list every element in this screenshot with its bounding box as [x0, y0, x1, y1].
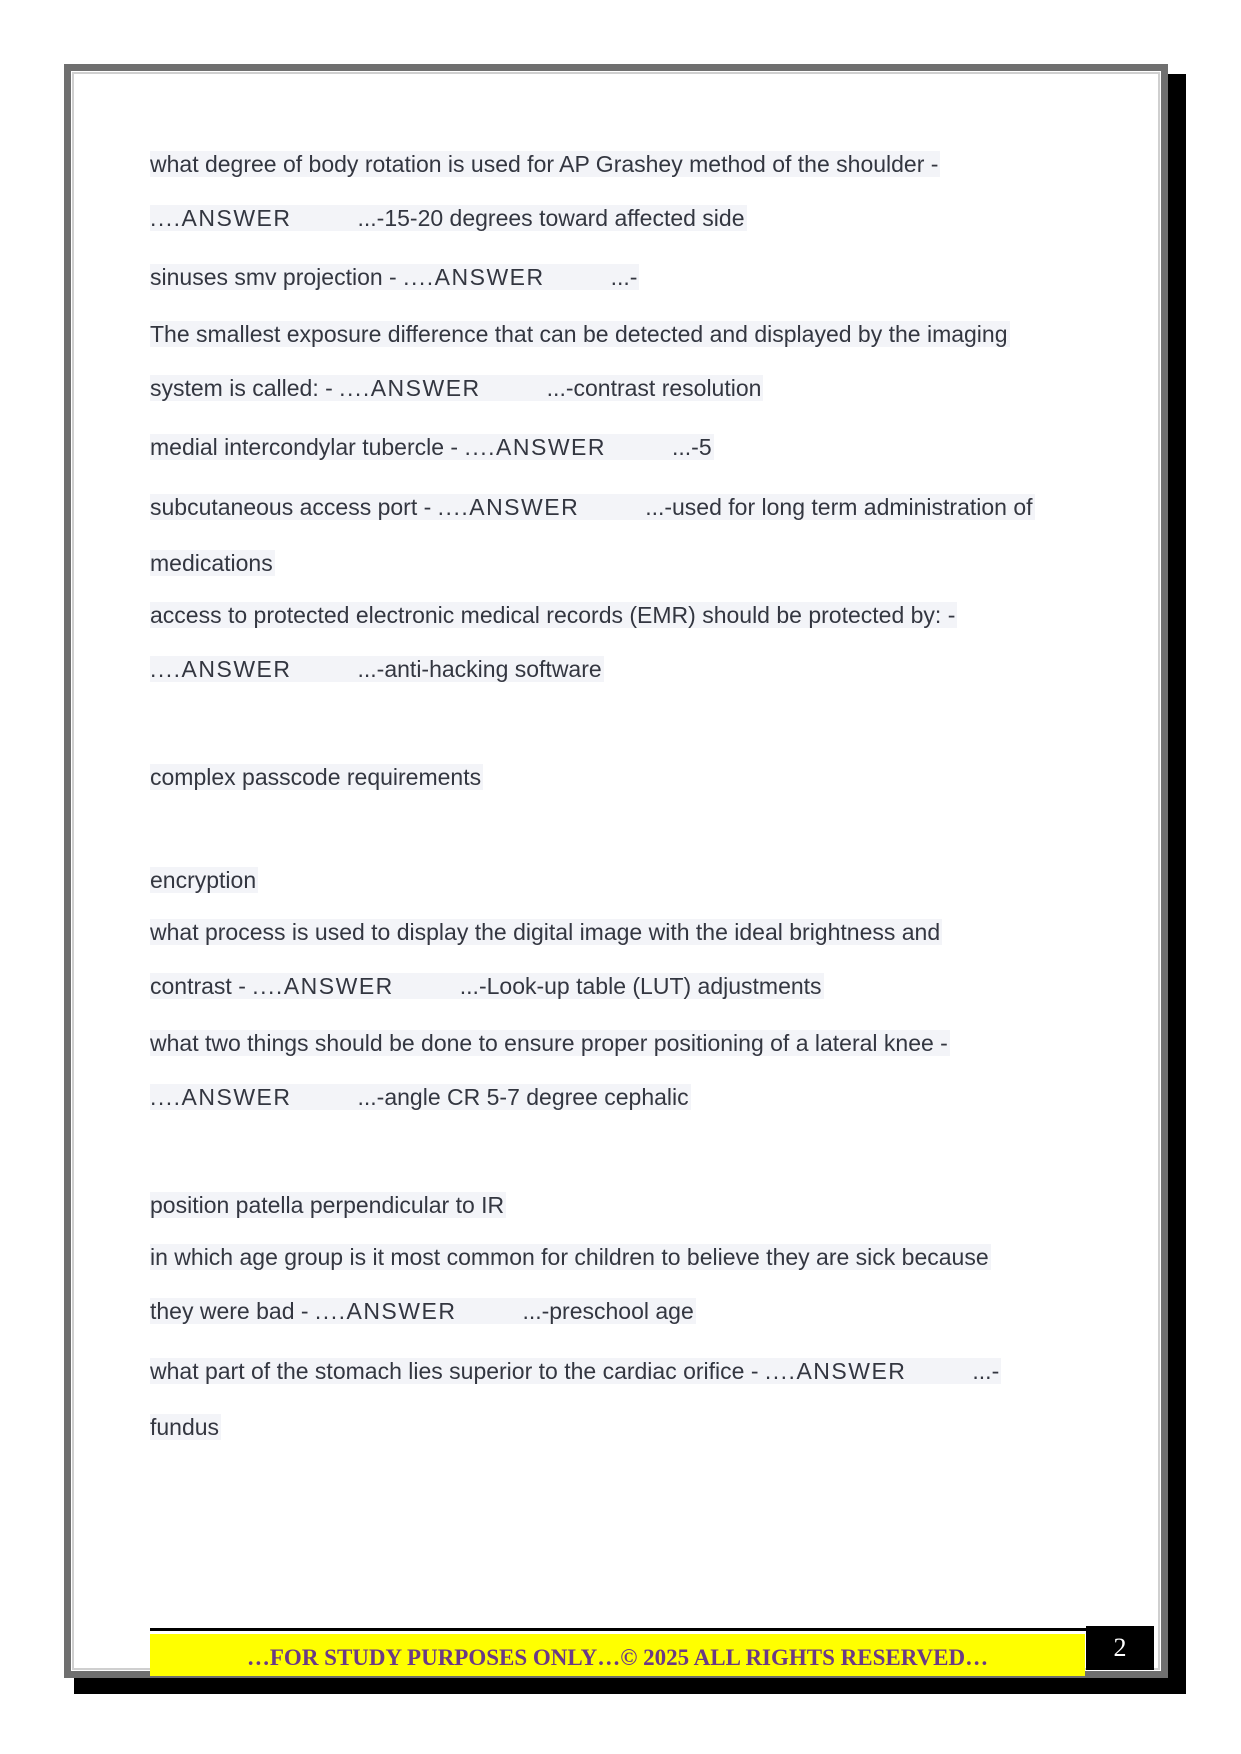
text-line: [150, 1024, 950, 1062]
question-text: access to protected electronic medical records (EMR) should be protected by: -: [150, 602, 956, 628]
answer-line: [150, 650, 604, 688]
qa-line: [150, 488, 1035, 526]
question-text: what two things should be done to ensure proper positioning of a lateral knee -: [150, 1030, 948, 1056]
question-text: what part of the stomach lies superior to the cardiac orifice -: [150, 1358, 765, 1384]
answer-marker: ....ANSWER: [764, 1358, 907, 1384]
qa-line: [150, 1292, 696, 1330]
answer-marker: ....ANSWER: [314, 1298, 457, 1324]
text-line: [150, 913, 942, 951]
answer-marker: ....ANSWER: [150, 205, 292, 231]
question-text: system is called: -: [150, 375, 340, 401]
qa-line: [150, 369, 763, 407]
question-text: they were bad -: [150, 1298, 315, 1324]
answer-text: ...-anti-hacking software: [357, 656, 602, 682]
answer-text: ...-5: [672, 434, 712, 460]
answer-text: ...-: [610, 264, 638, 290]
text-line: [150, 1186, 506, 1224]
text-line: [150, 861, 258, 899]
page-number: 2: [1086, 1626, 1154, 1670]
question-text: medial intercondylar tubercle -: [150, 434, 465, 460]
answer-text: ...-angle CR 5-7 degree cephalic: [357, 1084, 689, 1110]
answer-marker: ....ANSWER: [437, 494, 580, 520]
answer-marker: ....ANSWER: [339, 375, 481, 401]
answer-text: encryption: [150, 867, 257, 893]
question-text: in which age group is it most common for children to believe they are sick because: [150, 1244, 989, 1270]
text-line: [150, 596, 957, 634]
question-text: subcutaneous access port -: [150, 494, 438, 520]
answer-text: ...-Look-up table (LUT) adjustments: [459, 973, 822, 999]
text-line: [150, 1238, 991, 1276]
question-text: what degree of body rotation is used for AP Grashey method of the shoulder -: [150, 151, 939, 177]
qa-line: [150, 428, 714, 466]
text-line: [150, 1408, 221, 1446]
answer-marker: ....ANSWER: [403, 264, 545, 290]
answer-text: position patella perpendicular to IR: [150, 1192, 505, 1218]
question-text: what process is used to display the digital image with the ideal brightness and: [150, 919, 941, 945]
answer-line: [150, 199, 747, 237]
answer-marker: ....ANSWER: [464, 434, 606, 460]
answer-text: ...-contrast resolution: [546, 375, 762, 401]
answer-text: ...-used for long term administration of: [645, 494, 1033, 520]
qa-line: [150, 1352, 1001, 1390]
answer-marker: ....ANSWER: [252, 973, 394, 999]
answer-line: [150, 1078, 691, 1116]
text-line: [150, 544, 275, 582]
answer-text: medications: [150, 550, 273, 576]
text-line: [150, 758, 483, 796]
answer-text: complex passcode requirements: [150, 764, 482, 790]
qa-line: [150, 967, 824, 1005]
question-text: The smallest exposure difference that can be detected and displayed by the imaging: [150, 321, 1008, 347]
question-text: contrast -: [150, 973, 253, 999]
answer-text: ...-15-20 degrees toward affected side: [357, 205, 745, 231]
footer-rule: [150, 1628, 1108, 1631]
answer-text: ...-preschool age: [522, 1298, 694, 1324]
answer-marker: ....ANSWER: [150, 656, 292, 682]
answer-marker: ....ANSWER: [150, 1084, 292, 1110]
text-line: [150, 145, 940, 183]
answer-text: fundus: [150, 1414, 220, 1440]
footer-text: …FOR STUDY PURPOSES ONLY…© 2025 ALL RIGHTS RESERVED…: [246, 1645, 989, 1670]
qa-line: [150, 258, 639, 296]
text-line: [150, 315, 1010, 353]
question-text: sinuses smv projection -: [150, 264, 404, 290]
answer-text: ...-: [972, 1358, 1000, 1384]
